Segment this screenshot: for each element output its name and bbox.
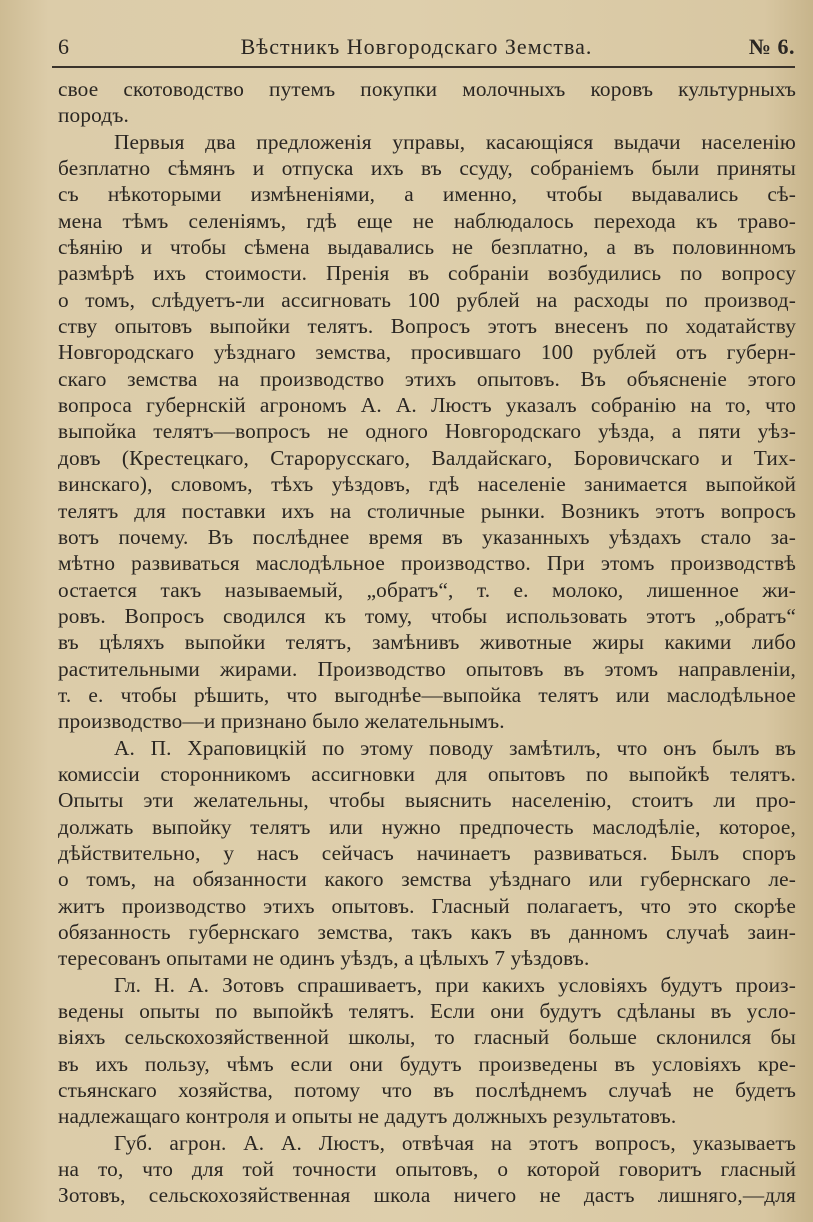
- issue-number: № 6.: [748, 34, 795, 59]
- text-line: свое скотоводство путемъ покупки молочныхъ коровъ культурныхъ: [58, 77, 796, 101]
- text-line: растительными жирами. Производство опытовъ въ этомъ направленіи,: [58, 656, 796, 681]
- journal-title: Вѣстникъ Новгородскаго Земства.: [240, 34, 593, 59]
- text-line: Опыты эти желательны, чтобы выяснить населенію, стоитъ ли про-: [58, 788, 796, 813]
- text-line: віяхъ сельскохозяйственной школы, то гласный больше склонился бы: [58, 1025, 796, 1050]
- text-line: должать выпойку телятъ или нужно предпочесть маслодѣліе, которое,: [58, 814, 796, 839]
- text-line: ровъ. Вопросъ сводился къ тому, чтобы использовать этотъ „обратъ“: [58, 603, 796, 628]
- text-line: о томъ, слѣдуетъ-ли ассигновать 100 рублей на расходы по производ-: [58, 287, 796, 312]
- text-line: винскаго), словомъ, тѣхъ уѣздовъ, гдѣ населеніе занимается выпойкой: [58, 472, 796, 497]
- article-body: [58, 76, 796, 1209]
- text-line: обязанность губернскаго земства, такъ какъ въ данномъ случаѣ заин-: [58, 920, 796, 944]
- text-line: Зотовъ, сельскохозяйственная школа ничего не дастъ лишняго,—для: [58, 1183, 796, 1208]
- page-number: 6: [58, 34, 70, 59]
- text-line: безплатно сѣмянъ и отпуска ихъ въ ссуду, собраніемъ были приняты: [58, 156, 796, 181]
- text-line: породъ.: [58, 103, 129, 128]
- text-line: мена тѣмъ селеніямъ, гдѣ еще не наблюдалось перехода къ траво-: [58, 208, 796, 233]
- page-header: [58, 30, 795, 60]
- text-line: дѣйствительно, у насъ сейчасъ начинаетъ развиваться. Былъ споръ: [58, 840, 796, 865]
- text-line: Новгородскаго уѣзднаго земства, просившаго 100 рублей отъ губерн-: [58, 340, 796, 365]
- text-line: вопроса губернскій агрономъ А. А. Люстъ указалъ собранію на то, что: [58, 393, 796, 418]
- text-line: ству опытовъ выпойки телятъ. Вопросъ этотъ внесенъ по ходатайству: [58, 314, 796, 339]
- text-line: комиссіи сторонникомъ ассигновки для опытовъ по выпойкѣ телятъ.: [58, 761, 796, 786]
- text-line: телятъ для поставки ихъ на столичные рынки. Возникъ этотъ вопросъ: [58, 498, 796, 523]
- text-line: на то, что для той точности опытовъ, о которой говоритъ гласный: [58, 1157, 796, 1182]
- text-line: съ нѣкоторыми измѣненіями, а именно, чтобы выдавались сѣ-: [58, 182, 796, 207]
- text-line: производство—и признано было желательнымъ.: [58, 709, 505, 734]
- text-line: въ цѣляхъ выпойки телятъ, замѣнивъ животные жиры какими либо: [58, 630, 796, 655]
- text-line: Первыя два предложенія управы, касающіяся выдачи населенію: [114, 129, 796, 154]
- header-rule: [52, 66, 795, 68]
- text-line: т. е. чтобы рѣшить, что выгоднѣе—выпойка телятъ или маслодѣльное: [58, 682, 796, 707]
- text-line: выпойка телятъ—вопросъ не одного Новгородскаго уѣзда, а пяти уѣз-: [58, 419, 796, 444]
- text-line: довъ (Крестецкаго, Старорусскаго, Валдайскаго, Боровичскаго и Тих-: [58, 445, 796, 470]
- text-line: остается такъ называемый, „обратъ“, т. е. молоко, лишенное жи-: [58, 577, 796, 602]
- text-line: Гл. Н. А. Зотовъ спрашиваетъ, при какихъ условіяхъ будутъ произ-: [114, 972, 796, 997]
- text-line: сѣянію и чтобы сѣмена выдавались не безплатно, а въ половинномъ: [58, 235, 796, 260]
- text-line: Губ. агрон. А. А. Люстъ, отвѣчая на этотъ вопросъ, указываетъ: [114, 1130, 796, 1155]
- text-line: надлежащаго контроля и опыты не дадутъ должныхъ результатовъ.: [58, 1104, 677, 1129]
- text-line: ведены опыты по выпойкѣ телятъ. Если они будутъ сдѣланы въ усло-: [58, 999, 796, 1024]
- text-line: мѣтно развиваться маслодѣльное производство. При этомъ производствѣ: [58, 551, 796, 576]
- text-line: въ ихъ пользу, чѣмъ если они будутъ произведены въ условіяхъ кре-: [58, 1051, 796, 1076]
- text-line: житъ производство этихъ опытовъ. Гласный полагаетъ, что это скорѣе: [58, 893, 796, 918]
- text-line: вотъ почему. Въ послѣднее время въ указанныхъ уѣздахъ стало за-: [58, 524, 796, 549]
- text-line: скаго земства на производство этихъ опытовъ. Въ объясненіе этого: [58, 366, 796, 391]
- text-line: размѣрѣ ихъ стоимости. Пренія въ собраніи возбудились по вопросу: [58, 261, 796, 286]
- text-line: о томъ, на обязанности какого земства уѣзднаго или губернскаго ле-: [58, 867, 796, 892]
- text-line: А. П. Храповицкій по этому поводу замѣтилъ, что онъ былъ въ: [114, 735, 796, 760]
- text-line: тересованъ опытами не одинъ уѣздъ, а цѣлыхъ 7 уѣздовъ.: [58, 946, 590, 971]
- text-line: стьянскаго хозяйства, потому что въ послѣднемъ случаѣ не будетъ: [58, 1078, 796, 1103]
